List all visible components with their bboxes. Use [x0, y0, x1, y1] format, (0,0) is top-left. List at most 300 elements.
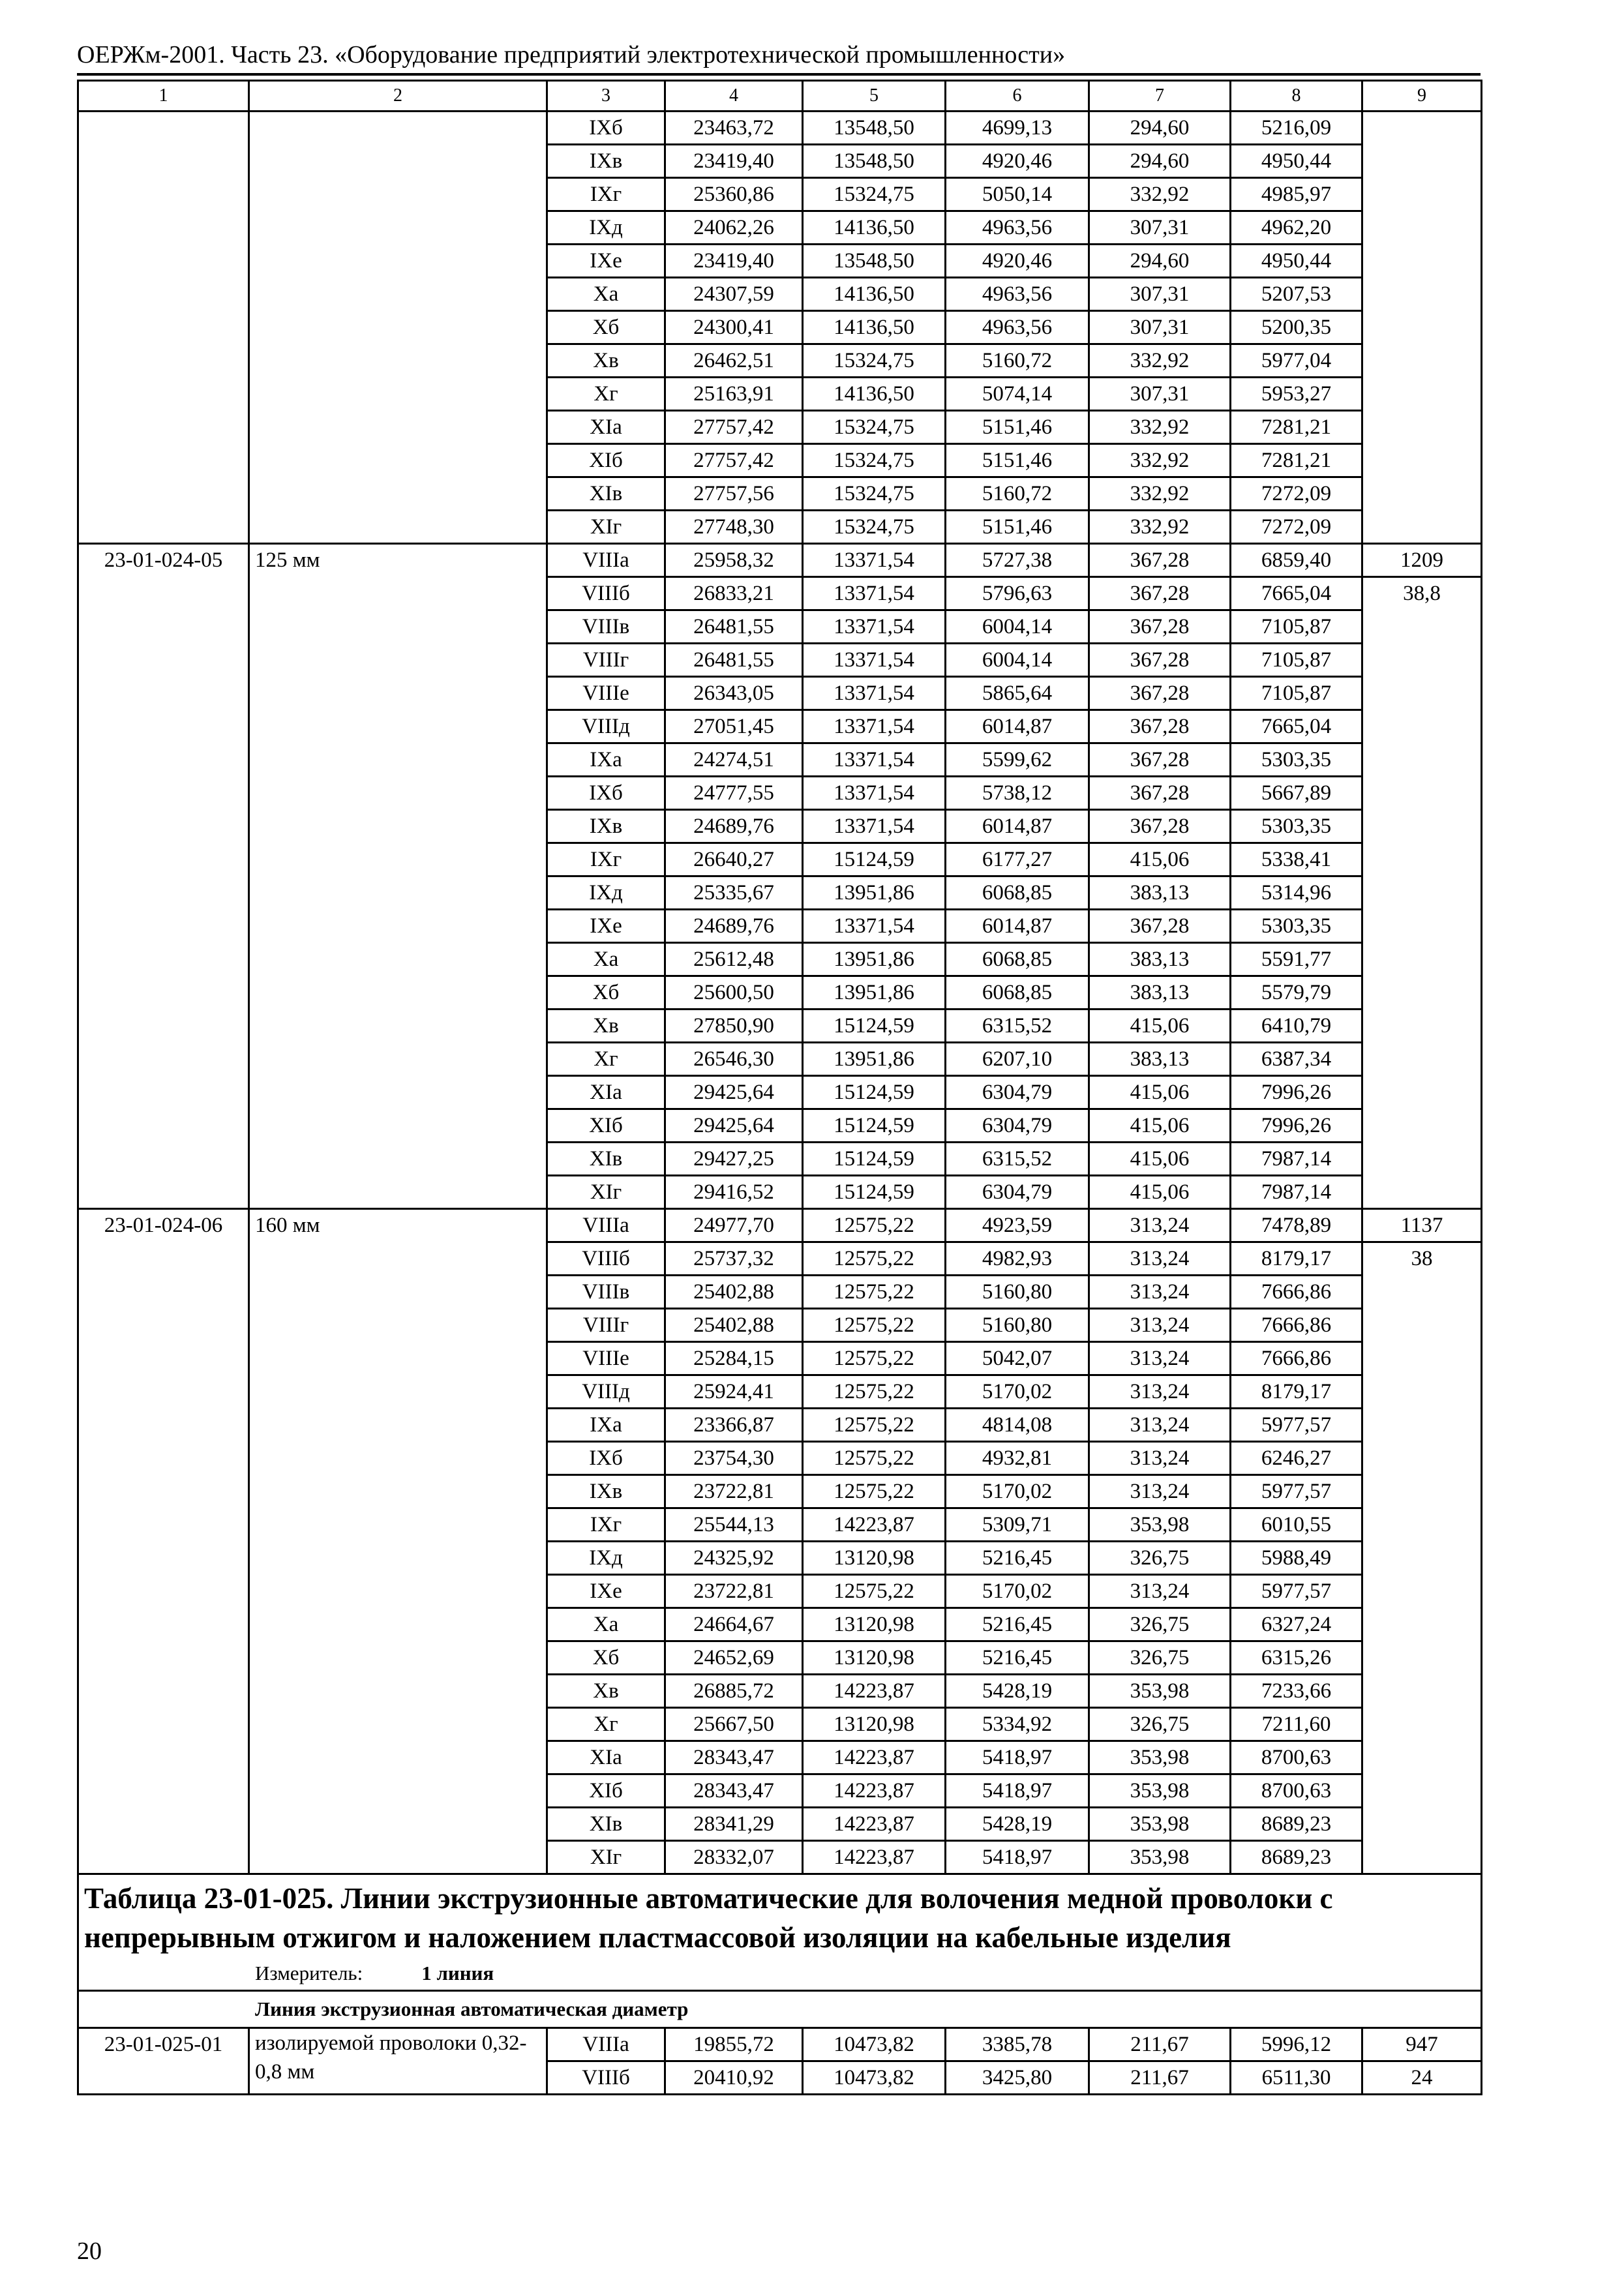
rate-code: 23-01-024-06 [78, 1209, 249, 1874]
col7-value: 313,24 [1089, 1309, 1231, 1342]
col4-value: 26885,72 [665, 1675, 803, 1708]
table-class: XIв [547, 1143, 665, 1176]
col6-value: 6304,79 [946, 1076, 1089, 1109]
col4-value: 24689,76 [665, 910, 803, 943]
col5-value: 13951,86 [803, 1043, 946, 1076]
col7-value: 367,28 [1089, 710, 1231, 743]
col7-value: 353,98 [1089, 1675, 1231, 1708]
col6-value: 5727,38 [946, 544, 1089, 577]
col8-value: 5338,41 [1231, 843, 1362, 876]
col6-value: 4920,46 [946, 245, 1089, 278]
col4-value: 23366,87 [665, 1409, 803, 1442]
table-title: Таблица 23-01-025. Линии экструзионные автоматические для волочения медной проволоки с непрерывным отжигом и наложением пластмассовой изоляции на кабельные изделия [84, 1882, 1333, 1954]
col8-value: 7105,87 [1231, 677, 1362, 710]
rate-code: 23-01-025-01 [78, 2028, 249, 2095]
table-class: VIIIд [547, 1375, 665, 1409]
col4-value: 24062,26 [665, 211, 803, 245]
col4-value: 28341,29 [665, 1808, 803, 1841]
col7-value: 294,60 [1089, 245, 1231, 278]
col5-value: 13371,54 [803, 777, 946, 810]
table-class: IXг [547, 843, 665, 876]
rate-code: 23-01-024-05 [78, 544, 249, 1209]
col8-value: 7666,86 [1231, 1342, 1362, 1375]
col5-value: 14136,50 [803, 378, 946, 411]
table-class: VIIIа [547, 544, 665, 577]
col4-value: 26481,55 [665, 610, 803, 644]
col8-value: 6859,40 [1231, 544, 1362, 577]
col7-value: 313,24 [1089, 1209, 1231, 1242]
col8-value: 6327,24 [1231, 1608, 1362, 1641]
table-class: IXд [547, 876, 665, 910]
col6-value: 6068,85 [946, 876, 1089, 910]
col6-value: 5042,07 [946, 1342, 1089, 1375]
col7-value: 367,28 [1089, 644, 1231, 677]
col5-value: 15324,75 [803, 178, 946, 211]
col4-value: 24274,51 [665, 743, 803, 777]
col7-value: 307,31 [1089, 211, 1231, 245]
column-number: 3 [547, 81, 665, 112]
table-class: IXв [547, 145, 665, 178]
table-title-cell [78, 1874, 1482, 1991]
col7-value: 313,24 [1089, 1276, 1231, 1309]
col5-value: 10473,82 [803, 2061, 946, 2095]
col8-value: 7211,60 [1231, 1708, 1362, 1741]
col4-value: 24307,59 [665, 278, 803, 311]
col6-value: 5151,46 [946, 411, 1089, 444]
col8-value: 7105,87 [1231, 610, 1362, 644]
col6-value: 4920,46 [946, 145, 1089, 178]
table-class: VIIIв [547, 610, 665, 644]
column-number: 8 [1231, 81, 1362, 112]
table-row [78, 544, 1482, 577]
col8-value: 6511,30 [1231, 2061, 1362, 2095]
table-class: VIIIб [547, 577, 665, 610]
col8-value: 4962,20 [1231, 211, 1362, 245]
col4-value: 24777,55 [665, 777, 803, 810]
col6-value: 3385,78 [946, 2028, 1089, 2061]
col6-value: 5865,64 [946, 677, 1089, 710]
col8-value: 8179,17 [1231, 1375, 1362, 1409]
table-class: Xг [547, 1708, 665, 1741]
table-class: IXе [547, 1575, 665, 1608]
col8-value: 7281,21 [1231, 444, 1362, 477]
col4-value: 26640,27 [665, 843, 803, 876]
col8-value: 7281,21 [1231, 411, 1362, 444]
col4-value: 25737,32 [665, 1242, 803, 1276]
col4-value: 25284,15 [665, 1342, 803, 1375]
col4-value: 25402,88 [665, 1309, 803, 1342]
col5-value: 10473,82 [803, 2028, 946, 2061]
col4-value: 29425,64 [665, 1076, 803, 1109]
col7-value: 383,13 [1089, 876, 1231, 910]
col7-value: 353,98 [1089, 1841, 1231, 1874]
col8-value: 7478,89 [1231, 1209, 1362, 1242]
col7-value: 326,75 [1089, 1641, 1231, 1675]
col5-value: 13371,54 [803, 544, 946, 577]
col7-value: 332,92 [1089, 411, 1231, 444]
col4-value: 25924,41 [665, 1375, 803, 1409]
col7-value: 353,98 [1089, 1741, 1231, 1774]
col5-value: 15124,59 [803, 1176, 946, 1209]
col4-value: 26481,55 [665, 644, 803, 677]
col4-value: 27051,45 [665, 710, 803, 743]
col8-value: 5314,96 [1231, 876, 1362, 910]
col5-value: 15124,59 [803, 1076, 946, 1109]
col8-value: 4950,44 [1231, 145, 1362, 178]
col4-value: 24300,41 [665, 311, 803, 344]
col6-value: 5160,80 [946, 1309, 1089, 1342]
table-class: XIб [547, 1109, 665, 1143]
table-class: IXб [547, 777, 665, 810]
table-class: XIб [547, 1774, 665, 1808]
col9-value: 38,8 [1362, 577, 1482, 1209]
col6-value: 3425,80 [946, 2061, 1089, 2095]
col6-value: 5216,45 [946, 1641, 1089, 1675]
col6-value: 5428,19 [946, 1808, 1089, 1841]
column-number: 6 [946, 81, 1089, 112]
col7-value: 326,75 [1089, 1542, 1231, 1575]
col7-value: 332,92 [1089, 344, 1231, 378]
col6-value: 5309,71 [946, 1508, 1089, 1542]
col5-value: 12575,22 [803, 1475, 946, 1508]
col6-value: 4932,81 [946, 1442, 1089, 1475]
col7-value: 367,28 [1089, 677, 1231, 710]
col6-value: 5599,62 [946, 743, 1089, 777]
table-class: VIIIе [547, 677, 665, 710]
col4-value: 25612,48 [665, 943, 803, 976]
col7-value: 294,60 [1089, 145, 1231, 178]
col5-value: 14223,87 [803, 1675, 946, 1708]
table-class: VIIIб [547, 1242, 665, 1276]
col6-value: 6014,87 [946, 710, 1089, 743]
table-class: XIг [547, 1841, 665, 1874]
col7-value: 211,67 [1089, 2061, 1231, 2095]
col7-value: 367,28 [1089, 777, 1231, 810]
col4-value: 23722,81 [665, 1475, 803, 1508]
col4-value: 26462,51 [665, 344, 803, 378]
col4-value: 24977,70 [665, 1209, 803, 1242]
col6-value: 5796,63 [946, 577, 1089, 610]
col8-value: 4985,97 [1231, 178, 1362, 211]
col6-value: 5074,14 [946, 378, 1089, 411]
col4-value: 25402,88 [665, 1276, 803, 1309]
col7-value: 415,06 [1089, 843, 1231, 876]
column-number: 7 [1089, 81, 1231, 112]
col6-value: 5428,19 [946, 1675, 1089, 1708]
col7-value: 367,28 [1089, 810, 1231, 843]
table-class: XIв [547, 477, 665, 511]
col7-value: 332,92 [1089, 477, 1231, 511]
col4-value: 20410,92 [665, 2061, 803, 2095]
col9-value: 24 [1362, 2061, 1482, 2095]
col4-value: 25667,50 [665, 1708, 803, 1741]
table-class: VIIIг [547, 644, 665, 677]
col7-value: 313,24 [1089, 1442, 1231, 1475]
col7-value: 307,31 [1089, 378, 1231, 411]
col5-value: 13548,50 [803, 112, 946, 145]
col7-value: 211,67 [1089, 2028, 1231, 2061]
column-number: 2 [249, 81, 547, 112]
col7-value: 383,13 [1089, 976, 1231, 1010]
col5-value: 12575,22 [803, 1242, 946, 1276]
col4-value: 24689,76 [665, 810, 803, 843]
col4-value: 24652,69 [665, 1641, 803, 1675]
col6-value: 5160,72 [946, 344, 1089, 378]
col8-value: 5977,57 [1231, 1409, 1362, 1442]
table-class: IXг [547, 178, 665, 211]
col6-value: 6177,27 [946, 843, 1089, 876]
col7-value: 313,24 [1089, 1342, 1231, 1375]
col6-value: 5151,46 [946, 444, 1089, 477]
col4-value: 23463,72 [665, 112, 803, 145]
col6-value: 6304,79 [946, 1176, 1089, 1209]
col6-value: 6004,14 [946, 644, 1089, 677]
col5-value: 15324,75 [803, 344, 946, 378]
col7-value: 415,06 [1089, 1143, 1231, 1176]
col8-value: 7272,09 [1231, 477, 1362, 511]
col7-value: 332,92 [1089, 178, 1231, 211]
col6-value: 5050,14 [946, 178, 1089, 211]
price-table [77, 80, 1482, 2095]
col6-value: 5170,02 [946, 1575, 1089, 1608]
col6-value: 5216,45 [946, 1542, 1089, 1575]
col6-value: 6004,14 [946, 610, 1089, 644]
col8-value: 5988,49 [1231, 1542, 1362, 1575]
col5-value: 14223,87 [803, 1508, 946, 1542]
col8-value: 7665,04 [1231, 577, 1362, 610]
col6-value: 4814,08 [946, 1409, 1089, 1442]
col4-value: 25958,32 [665, 544, 803, 577]
col7-value: 353,98 [1089, 1808, 1231, 1841]
col5-value: 14136,50 [803, 311, 946, 344]
col4-value: 25600,50 [665, 976, 803, 1010]
col7-value: 415,06 [1089, 1109, 1231, 1143]
col7-value: 307,31 [1089, 278, 1231, 311]
col5-value: 15324,75 [803, 511, 946, 544]
column-number: 1 [78, 81, 249, 112]
table-class: Xг [547, 1043, 665, 1076]
col5-value: 13371,54 [803, 677, 946, 710]
col5-value: 14223,87 [803, 1841, 946, 1874]
col7-value: 367,28 [1089, 743, 1231, 777]
table-class: XIа [547, 1076, 665, 1109]
table-class: IXд [547, 1542, 665, 1575]
table-class: IXв [547, 810, 665, 843]
col8-value: 5303,35 [1231, 810, 1362, 843]
col7-value: 332,92 [1089, 511, 1231, 544]
col6-value: 6068,85 [946, 943, 1089, 976]
table-class: VIIIа [547, 2028, 665, 2061]
subheader: Линия экструзионная автоматическая диаметр [78, 1991, 1482, 2028]
col4-value: 28343,47 [665, 1741, 803, 1774]
col5-value: 13951,86 [803, 976, 946, 1010]
column-number: 5 [803, 81, 946, 112]
table-class: IXа [547, 743, 665, 777]
col4-value: 26546,30 [665, 1043, 803, 1076]
col6-value: 5151,46 [946, 511, 1089, 544]
col8-value: 7665,04 [1231, 710, 1362, 743]
table-class: IXе [547, 910, 665, 943]
col6-value: 5738,12 [946, 777, 1089, 810]
col5-value: 13548,50 [803, 145, 946, 178]
col8-value: 7666,86 [1231, 1276, 1362, 1309]
rate-name: изолируемой проволоки 0,32-0,8 мм [249, 2028, 547, 2095]
col4-value: 27757,56 [665, 477, 803, 511]
col5-value: 13371,54 [803, 810, 946, 843]
measure-line [84, 1957, 1475, 1990]
col7-value: 383,13 [1089, 943, 1231, 976]
col5-value: 14223,87 [803, 1774, 946, 1808]
col7-value: 415,06 [1089, 1176, 1231, 1209]
table-class: IXа [547, 1409, 665, 1442]
table-class: XIв [547, 1808, 665, 1841]
col5-value: 13548,50 [803, 245, 946, 278]
col8-value: 5303,35 [1231, 743, 1362, 777]
col4-value: 25544,13 [665, 1508, 803, 1542]
table-class: XIг [547, 1176, 665, 1209]
table-class: XIб [547, 444, 665, 477]
col8-value: 6010,55 [1231, 1508, 1362, 1542]
col5-value: 12575,22 [803, 1409, 946, 1442]
col8-value: 6387,34 [1231, 1043, 1362, 1076]
table-class: IXд [547, 211, 665, 245]
table-class: VIIIб [547, 2061, 665, 2095]
col8-value: 8700,63 [1231, 1774, 1362, 1808]
rate-name: 160 мм [249, 1209, 547, 1874]
col7-value: 313,24 [1089, 1242, 1231, 1276]
table-class: Xа [547, 1608, 665, 1641]
col8-value: 6410,79 [1231, 1010, 1362, 1043]
col7-value: 313,24 [1089, 1409, 1231, 1442]
table-class: IXб [547, 1442, 665, 1475]
col4-value: 25335,67 [665, 876, 803, 910]
table-class: XIг [547, 511, 665, 544]
col7-value: 367,28 [1089, 610, 1231, 644]
col7-value: 326,75 [1089, 1708, 1231, 1741]
col4-value: 24325,92 [665, 1542, 803, 1575]
col7-value: 367,28 [1089, 544, 1231, 577]
col6-value: 4982,93 [946, 1242, 1089, 1276]
col6-value: 5170,02 [946, 1475, 1089, 1508]
table-title-row [78, 1874, 1482, 1991]
col6-value: 5418,97 [946, 1841, 1089, 1874]
table-class: XIа [547, 411, 665, 444]
col6-value: 4963,56 [946, 211, 1089, 245]
col5-value: 15324,75 [803, 411, 946, 444]
table-class: Xв [547, 344, 665, 378]
col6-value: 4923,59 [946, 1209, 1089, 1242]
subheader-row [78, 1991, 1482, 2028]
table-class: VIIIг [547, 1309, 665, 1342]
col7-value: 415,06 [1089, 1076, 1231, 1109]
col5-value: 13120,98 [803, 1708, 946, 1741]
col6-value: 5418,97 [946, 1774, 1089, 1808]
col4-value: 29416,52 [665, 1176, 803, 1209]
col4-value: 23754,30 [665, 1442, 803, 1475]
col4-value: 27757,42 [665, 411, 803, 444]
col5-value: 15124,59 [803, 1143, 946, 1176]
col8-value: 6315,26 [1231, 1641, 1362, 1675]
col8-value: 7105,87 [1231, 644, 1362, 677]
col8-value: 5303,35 [1231, 910, 1362, 943]
col5-value: 13371,54 [803, 743, 946, 777]
header-rule [77, 73, 1481, 76]
column-number: 9 [1362, 81, 1482, 112]
col9-value: 1209 [1362, 544, 1482, 577]
col6-value: 5418,97 [946, 1741, 1089, 1774]
col4-value: 19855,72 [665, 2028, 803, 2061]
col4-value: 23419,40 [665, 145, 803, 178]
col4-value: 26343,05 [665, 677, 803, 710]
col6-value: 4963,56 [946, 278, 1089, 311]
col7-value: 313,24 [1089, 1475, 1231, 1508]
col5-value: 13371,54 [803, 710, 946, 743]
rate-code [78, 112, 249, 544]
col8-value: 5996,12 [1231, 2028, 1362, 2061]
table-class: IXг [547, 1508, 665, 1542]
col5-value: 13120,98 [803, 1641, 946, 1675]
col8-value: 5977,04 [1231, 344, 1362, 378]
table-class: Xв [547, 1010, 665, 1043]
col6-value: 5160,80 [946, 1276, 1089, 1309]
col5-value: 14136,50 [803, 278, 946, 311]
col9-value: 1137 [1362, 1209, 1482, 1242]
col8-value: 8179,17 [1231, 1242, 1362, 1276]
col4-value: 28343,47 [665, 1774, 803, 1808]
col4-value: 29427,25 [665, 1143, 803, 1176]
col4-value: 28332,07 [665, 1841, 803, 1874]
col8-value: 5977,57 [1231, 1475, 1362, 1508]
col5-value: 15324,75 [803, 444, 946, 477]
col5-value: 12575,22 [803, 1442, 946, 1475]
col5-value: 13951,86 [803, 876, 946, 910]
col5-value: 13371,54 [803, 577, 946, 610]
col8-value: 7233,66 [1231, 1675, 1362, 1708]
col7-value: 353,98 [1089, 1774, 1231, 1808]
col5-value: 12575,22 [803, 1342, 946, 1375]
col6-value: 4963,56 [946, 311, 1089, 344]
col6-value: 6304,79 [946, 1109, 1089, 1143]
col4-value: 27850,90 [665, 1010, 803, 1043]
table-class: IXе [547, 245, 665, 278]
col8-value: 7272,09 [1231, 511, 1362, 544]
col4-value: 25360,86 [665, 178, 803, 211]
col7-value: 332,92 [1089, 444, 1231, 477]
col4-value: 25163,91 [665, 378, 803, 411]
col8-value: 5953,27 [1231, 378, 1362, 411]
col5-value: 14136,50 [803, 211, 946, 245]
col9-value: 38 [1362, 1242, 1482, 1874]
measure-value: 1 линия [421, 1962, 494, 1984]
table-class: VIIIд [547, 710, 665, 743]
col7-value: 367,28 [1089, 910, 1231, 943]
col5-value: 13120,98 [803, 1608, 946, 1641]
table-class: IXв [547, 1475, 665, 1508]
col9-value [1362, 112, 1482, 544]
col6-value: 5334,92 [946, 1708, 1089, 1741]
col5-value: 15124,59 [803, 843, 946, 876]
col5-value: 12575,22 [803, 1209, 946, 1242]
col8-value: 7666,86 [1231, 1309, 1362, 1342]
col8-value: 5977,57 [1231, 1575, 1362, 1608]
col6-value: 5160,72 [946, 477, 1089, 511]
col4-value: 27748,30 [665, 511, 803, 544]
rate-name: 125 мм [249, 544, 547, 1209]
page-header: ОЕРЖм-2001. Часть 23. «Оборудование предприятий электротехнической промышленности» [77, 41, 1066, 68]
col6-value: 5170,02 [946, 1375, 1089, 1409]
col4-value: 23419,40 [665, 245, 803, 278]
col8-value: 5667,89 [1231, 777, 1362, 810]
